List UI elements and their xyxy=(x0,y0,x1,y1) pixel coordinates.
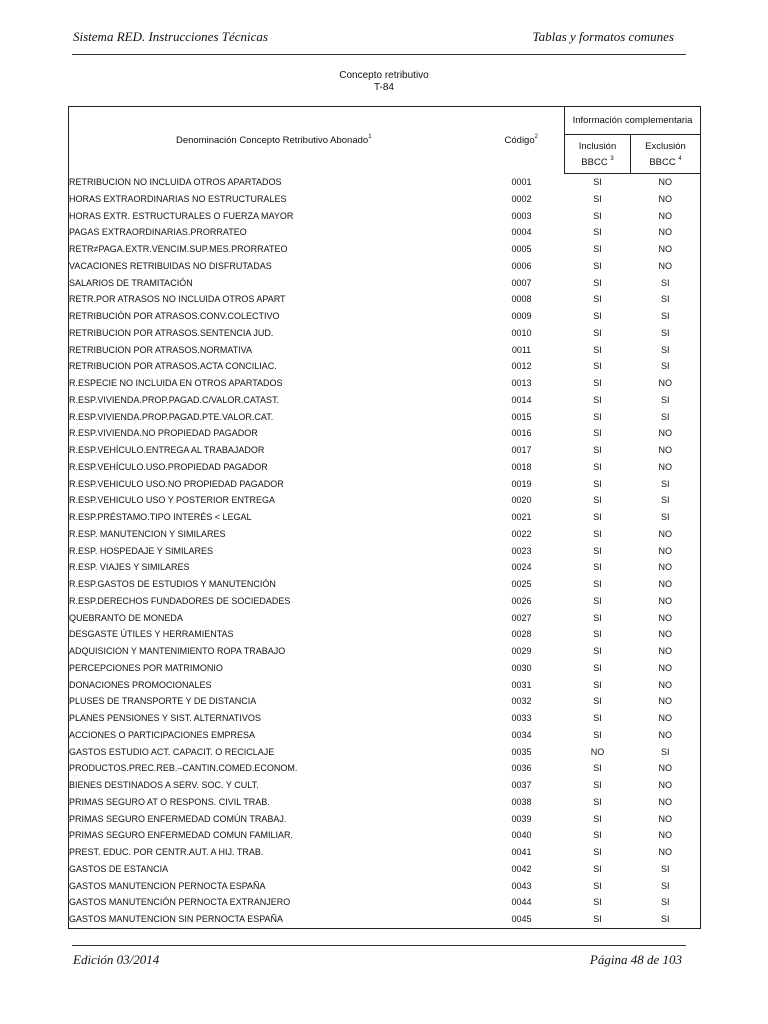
exclusion-value: SI xyxy=(661,344,670,355)
inclusion-value: NO xyxy=(590,746,605,757)
concept-name: R.ESP. VIAJES Y SIMILARES xyxy=(69,562,190,573)
concept-name: GASTOS MANUTENCION SIN PERNOCTA ESPAÑA xyxy=(69,914,284,924)
column-header-denomination xyxy=(69,107,479,174)
concept-name: R.ESP.VEHICULO USO.NO PROPIEDAD PAGADOR xyxy=(69,478,284,489)
inclusion-value: SI xyxy=(593,646,602,656)
inclusion-value: SI xyxy=(593,311,602,321)
inclusion-value: SI xyxy=(593,562,602,573)
table-row xyxy=(69,576,701,593)
table-row xyxy=(69,593,701,610)
table-row xyxy=(69,727,701,744)
concept-code: 0002 xyxy=(511,193,532,204)
concept-code: 0035 xyxy=(511,746,532,757)
table-row xyxy=(69,224,701,241)
concept-name: HORAS EXTRAORDINARIAS NO ESTRUCTURALES xyxy=(69,193,287,204)
table-row xyxy=(69,543,701,560)
exclusion-value: NO xyxy=(658,428,672,439)
exclusion-value: SI xyxy=(661,495,670,506)
exclusion-value: NO xyxy=(658,260,672,271)
concept-name: ADQUISICION Y MANTENIMIENTO ROPA TRABAJO xyxy=(69,646,286,656)
table-row xyxy=(69,526,701,543)
table-row xyxy=(69,325,701,342)
column-header-exclusion-line1: Exclusión xyxy=(645,140,686,152)
column-header-exclusion xyxy=(631,135,701,174)
concept-name: R.ESP.PRÉSTAMO.TIPO INTERÉS < LEGAL xyxy=(69,512,252,522)
inclusion-value: SI xyxy=(593,411,602,422)
concept-name: R.ESP. MANUTENCION Y SIMILARES xyxy=(69,528,226,539)
inclusion-value: SI xyxy=(593,361,602,372)
concept-code: 0006 xyxy=(511,260,532,271)
table-row xyxy=(69,392,701,409)
concept-code: 0030 xyxy=(511,662,532,673)
concept-code: 0015 xyxy=(511,411,532,422)
footnote-marker: 3 xyxy=(610,155,614,162)
concept-name: PRODUCTOS.PREC.REB.–CANTIN.COMED.ECONOM. xyxy=(69,763,298,774)
exclusion-value: NO xyxy=(658,193,672,204)
concept-code: 0008 xyxy=(511,294,532,305)
table-row xyxy=(69,509,701,526)
inclusion-value: SI xyxy=(593,260,602,271)
table-row xyxy=(69,911,701,928)
concept-code: 0037 xyxy=(511,780,532,790)
exclusion-value: SI xyxy=(661,411,670,422)
concept-code: 0038 xyxy=(511,796,532,807)
table-body xyxy=(69,174,701,929)
concept-name: GASTOS ESTUDIO ACT. CAPACIT. O RECICLAJE xyxy=(69,746,275,757)
table-row xyxy=(69,693,701,710)
exclusion-value: NO xyxy=(658,696,672,707)
header-section-title: Tablas y formatos comunes xyxy=(532,29,674,44)
exclusion-value: NO xyxy=(658,612,672,623)
table-row xyxy=(69,258,701,275)
table-row xyxy=(69,174,701,191)
table-row xyxy=(69,660,701,677)
inclusion-value: SI xyxy=(593,461,602,472)
concept-name: ACCIONES O PARTICIPACIONES EMPRESA xyxy=(69,729,256,740)
inclusion-value: SI xyxy=(593,495,602,506)
exclusion-value: NO xyxy=(658,796,672,807)
exclusion-value: NO xyxy=(658,177,672,187)
concept-code: 0004 xyxy=(511,227,532,238)
table-row xyxy=(69,425,701,442)
exclusion-value: NO xyxy=(658,227,672,238)
inclusion-value: SI xyxy=(593,193,602,204)
exclusion-value: NO xyxy=(658,780,672,790)
column-header-additional-info: Información complementaria xyxy=(565,107,701,135)
concept-code: 0019 xyxy=(511,478,532,489)
table-row xyxy=(69,844,701,861)
concept-code: 0043 xyxy=(511,880,532,891)
footer-divider xyxy=(72,945,686,946)
table-row xyxy=(69,442,701,459)
concept-name: GASTOS MANUTENCION PERNOCTA ESPAÑA xyxy=(69,880,266,891)
concept-code: 0003 xyxy=(511,210,532,221)
concept-code: 0045 xyxy=(511,914,532,924)
footnote-marker: 1 xyxy=(368,134,372,141)
exclusion-value: NO xyxy=(658,629,672,640)
caption-title: Concepto retributivo xyxy=(339,70,429,81)
footer-edition: Edición 03/2014 xyxy=(73,952,160,967)
exclusion-value: SI xyxy=(661,512,670,522)
exclusion-value: NO xyxy=(658,729,672,740)
exclusion-value: SI xyxy=(661,394,670,405)
table-row xyxy=(69,794,701,811)
concept-code: 0005 xyxy=(511,244,532,254)
inclusion-value: SI xyxy=(593,512,602,522)
exclusion-value: NO xyxy=(658,679,672,690)
table-row xyxy=(69,861,701,878)
inclusion-value: SI xyxy=(593,327,602,338)
concept-code: 0031 xyxy=(511,679,532,690)
concept-name: GASTOS DE ESTANCIA xyxy=(69,863,169,874)
exclusion-value: NO xyxy=(658,646,672,656)
table-row xyxy=(69,811,701,828)
table-caption xyxy=(0,70,768,94)
concept-code: 0012 xyxy=(511,361,532,372)
table-row xyxy=(69,710,701,727)
table-row xyxy=(69,610,701,627)
inclusion-value: SI xyxy=(593,244,602,254)
inclusion-value: SI xyxy=(593,344,602,355)
inclusion-value: SI xyxy=(593,763,602,774)
exclusion-value: NO xyxy=(658,461,672,472)
concept-code: 0036 xyxy=(511,763,532,774)
concept-name: R.ESP.VEHICULO USO Y POSTERIOR ENTREGA xyxy=(69,495,276,506)
table-row xyxy=(69,492,701,509)
concept-name: R.ESP.VIVIENDA.NO PROPIEDAD PAGADOR xyxy=(69,428,258,439)
exclusion-value: SI xyxy=(661,478,670,489)
concept-name: GASTOS MANUTENCIÓN PERNOCTA EXTRANJERO xyxy=(69,897,291,908)
concepts-table xyxy=(68,106,701,929)
concept-name: QUEBRANTO DE MONEDA xyxy=(69,612,183,623)
concept-code: 0009 xyxy=(511,311,532,321)
exclusion-value: NO xyxy=(658,579,672,589)
inclusion-value: SI xyxy=(593,847,602,857)
table-row xyxy=(69,777,701,794)
concept-name: RETRIBUCION POR ATRASOS.ACTA CONCILIAC. xyxy=(69,361,277,372)
column-header-code-label: Código xyxy=(504,135,535,147)
concept-code: 0027 xyxy=(511,612,532,623)
concept-name: DONACIONES PROMOCIONALES xyxy=(69,679,212,690)
concept-name: RETR≠PAGA.EXTR.VENCIM.SUP.MES.PRORRATEO xyxy=(69,244,288,254)
concept-code: 0041 xyxy=(511,847,532,857)
exclusion-value: NO xyxy=(658,562,672,573)
concept-code: 0021 xyxy=(511,512,532,522)
table-row xyxy=(69,677,701,694)
concept-name: RETRIBUCION NO INCLUIDA OTROS APARTADOS xyxy=(69,176,282,187)
exclusion-value: SI xyxy=(661,897,670,908)
table-row xyxy=(69,241,701,258)
inclusion-value: SI xyxy=(593,780,602,790)
exclusion-value: NO xyxy=(658,528,672,539)
concept-name: PRIMAS SEGURO ENFERMEDAD COMUN FAMILIAR. xyxy=(69,830,294,841)
table-row xyxy=(69,291,701,308)
exclusion-value: NO xyxy=(658,378,672,388)
inclusion-value: SI xyxy=(593,528,602,539)
concept-name: RETRIBUCION POR ATRASOS.SENTENCIA JUD. xyxy=(69,327,274,338)
table-row xyxy=(69,191,701,208)
concept-code: 0026 xyxy=(511,595,532,606)
exclusion-value: SI xyxy=(661,746,670,757)
exclusion-value: SI xyxy=(661,880,670,891)
table-row xyxy=(69,744,701,761)
inclusion-value: SI xyxy=(593,445,602,455)
exclusion-value: SI xyxy=(661,914,670,924)
inclusion-value: SI xyxy=(593,227,602,238)
exclusion-value: NO xyxy=(658,545,672,556)
concept-code: 0014 xyxy=(511,394,532,405)
caption-table-id: T-84 xyxy=(373,82,394,93)
header-document-title: Sistema RED. Instrucciones Técnicas xyxy=(73,29,268,44)
inclusion-value: SI xyxy=(593,210,602,221)
concept-name: RETRIBUCION POR ATRASOS.NORMATIVA xyxy=(69,344,253,355)
concept-name: SALARIOS DE TRAMITACIÓN xyxy=(69,277,193,288)
column-header-inclusion-line1: Inclusión xyxy=(578,140,617,152)
footer-page-number: Página 48 de 103 xyxy=(589,952,682,967)
concept-name: PLANES PENSIONES Y SIST. ALTERNATIVOS xyxy=(69,713,261,723)
concept-code: 0025 xyxy=(511,579,532,589)
concept-name: PERCEPCIONES POR MATRIMONIO xyxy=(69,662,223,673)
concept-code: 0039 xyxy=(511,813,532,824)
concept-code: 0023 xyxy=(511,545,532,556)
inclusion-value: SI xyxy=(593,713,602,723)
concept-name: RETRIBUCIÓN POR ATRASOS.CONV.COLECTIVO xyxy=(69,311,280,321)
concept-name: R.ESPECIE NO INCLUIDA EN OTROS APARTADOS xyxy=(69,378,283,388)
concept-name: PRIMAS SEGURO AT O RESPONS. CIVIL TRAB. xyxy=(69,796,270,807)
table-row xyxy=(69,827,701,844)
concept-code: 0001 xyxy=(511,176,532,187)
inclusion-value: SI xyxy=(593,679,602,690)
concept-name: DESGASTE ÚTILES Y HERRAMIENTAS xyxy=(69,629,234,640)
inclusion-value: SI xyxy=(593,294,602,305)
concept-name: HORAS EXTR. ESTRUCTURALES O FUERZA MAYOR xyxy=(69,210,294,221)
concept-code: 0020 xyxy=(511,495,532,506)
inclusion-value: SI xyxy=(593,428,602,439)
inclusion-value: SI xyxy=(593,177,602,187)
header-divider xyxy=(72,54,686,55)
inclusion-value: SI xyxy=(593,629,602,640)
table-row xyxy=(69,878,701,895)
table-row xyxy=(69,476,701,493)
inclusion-value: SI xyxy=(593,914,602,924)
concept-code: 0018 xyxy=(511,461,532,472)
concept-name: PAGAS EXTRAORDINARIAS.PRORRATEO xyxy=(69,227,247,238)
exclusion-value: NO xyxy=(658,763,672,774)
inclusion-value: SI xyxy=(593,545,602,556)
exclusion-value: NO xyxy=(658,813,672,824)
inclusion-value: SI xyxy=(593,662,602,673)
exclusion-value: SI xyxy=(661,327,670,338)
concept-code: 0007 xyxy=(511,277,532,288)
table-row xyxy=(69,760,701,777)
table-row xyxy=(69,626,701,643)
footnote-marker: 2 xyxy=(534,134,538,141)
concept-code: 0028 xyxy=(511,629,532,640)
concept-name: R.ESP.GASTOS DE ESTUDIOS Y MANUTENCIÓN xyxy=(69,579,276,589)
concept-code: 0010 xyxy=(511,327,532,338)
table-row xyxy=(69,894,701,911)
inclusion-value: SI xyxy=(593,696,602,707)
exclusion-value: SI xyxy=(661,863,670,874)
inclusion-value: SI xyxy=(593,796,602,807)
concept-code: 0022 xyxy=(511,528,532,539)
exclusion-value: NO xyxy=(658,713,672,723)
inclusion-value: SI xyxy=(593,277,602,288)
concept-name: PLUSES DE TRANSPORTE Y DE DISTANCIA xyxy=(69,696,257,707)
concept-code: 0032 xyxy=(511,696,532,707)
exclusion-value: NO xyxy=(658,244,672,254)
exclusion-value: NO xyxy=(658,595,672,606)
concept-code: 0017 xyxy=(511,445,532,455)
table-row xyxy=(69,275,701,292)
inclusion-value: SI xyxy=(593,595,602,606)
concept-code: 0040 xyxy=(511,830,532,841)
exclusion-value: SI xyxy=(661,294,670,305)
table-row xyxy=(69,559,701,576)
concept-name: R.ESP.VEHÍCULO.ENTREGA AL TRABAJADOR xyxy=(69,445,265,455)
concept-code: 0029 xyxy=(511,646,532,656)
concept-name: R.ESP. HOSPEDAJE Y SIMILARES xyxy=(69,545,214,556)
inclusion-value: SI xyxy=(593,394,602,405)
exclusion-value: NO xyxy=(658,662,672,673)
inclusion-value: SI xyxy=(593,579,602,589)
concept-code: 0034 xyxy=(511,729,532,740)
concept-code: 0033 xyxy=(511,713,532,723)
inclusion-value: SI xyxy=(593,478,602,489)
concept-code: 0024 xyxy=(511,562,532,573)
inclusion-value: SI xyxy=(593,830,602,841)
concept-name: R.ESP.VEHÍCULO.USO.PROPIEDAD PAGADOR xyxy=(69,461,268,472)
table-row xyxy=(69,375,701,392)
concept-code: 0011 xyxy=(511,344,532,355)
exclusion-value: NO xyxy=(658,445,672,455)
concept-code: 0044 xyxy=(511,897,532,908)
concept-code: 0042 xyxy=(511,863,532,874)
inclusion-value: SI xyxy=(593,863,602,874)
concept-name: PRIMAS SEGURO ENFERMEDAD COMÚN TRABAJ. xyxy=(69,813,287,824)
column-header-code xyxy=(479,107,565,174)
exclusion-value: SI xyxy=(661,311,670,321)
concept-name: R.ESP.VIVIENDA.PROP.PAGAD.C/VALOR.CATAST. xyxy=(69,394,280,405)
inclusion-value: SI xyxy=(593,880,602,891)
table-row xyxy=(69,208,701,225)
concept-code: 0013 xyxy=(511,378,532,388)
concept-name: R.ESP.DERECHOS FUNDADORES DE SOCIEDADES xyxy=(69,595,291,606)
table-row xyxy=(69,358,701,375)
exclusion-value: NO xyxy=(658,847,672,857)
table-row xyxy=(69,308,701,325)
concept-name: PREST. EDUC. POR CENTR.AUT. A HIJ. TRAB. xyxy=(69,847,264,857)
concept-name: BIENES DESTINADOS A SERV. SOC. Y CULT. xyxy=(69,780,259,790)
table-row xyxy=(69,459,701,476)
column-header-inclusion-line2: BBCC xyxy=(581,156,608,168)
column-header-denomination-label: Denominación Concepto Retributivo Abonado xyxy=(175,135,369,147)
inclusion-value: SI xyxy=(593,729,602,740)
concept-name: RETR.POR ATRASOS NO INCLUIDA OTROS APART xyxy=(69,294,286,305)
table-row xyxy=(69,342,701,359)
inclusion-value: SI xyxy=(593,897,602,908)
exclusion-value: NO xyxy=(658,210,672,221)
column-header-inclusion xyxy=(565,135,631,174)
inclusion-value: SI xyxy=(593,378,602,388)
inclusion-value: SI xyxy=(593,813,602,824)
concept-name: VACACIONES RETRIBUIDAS NO DISFRUTADAS xyxy=(69,260,272,271)
exclusion-value: SI xyxy=(661,361,670,372)
inclusion-value: SI xyxy=(593,612,602,623)
exclusion-value: SI xyxy=(661,277,670,288)
concept-code: 0016 xyxy=(511,428,532,439)
exclusion-value: NO xyxy=(658,830,672,841)
concept-name: R.ESP.VIVIENDA.PROP.PAGAD.PTE.VALOR.CAT. xyxy=(69,411,274,422)
footnote-marker: 4 xyxy=(678,155,682,162)
column-header-exclusion-line2: BBCC xyxy=(649,156,676,168)
table-row xyxy=(69,409,701,426)
table-row xyxy=(69,643,701,660)
